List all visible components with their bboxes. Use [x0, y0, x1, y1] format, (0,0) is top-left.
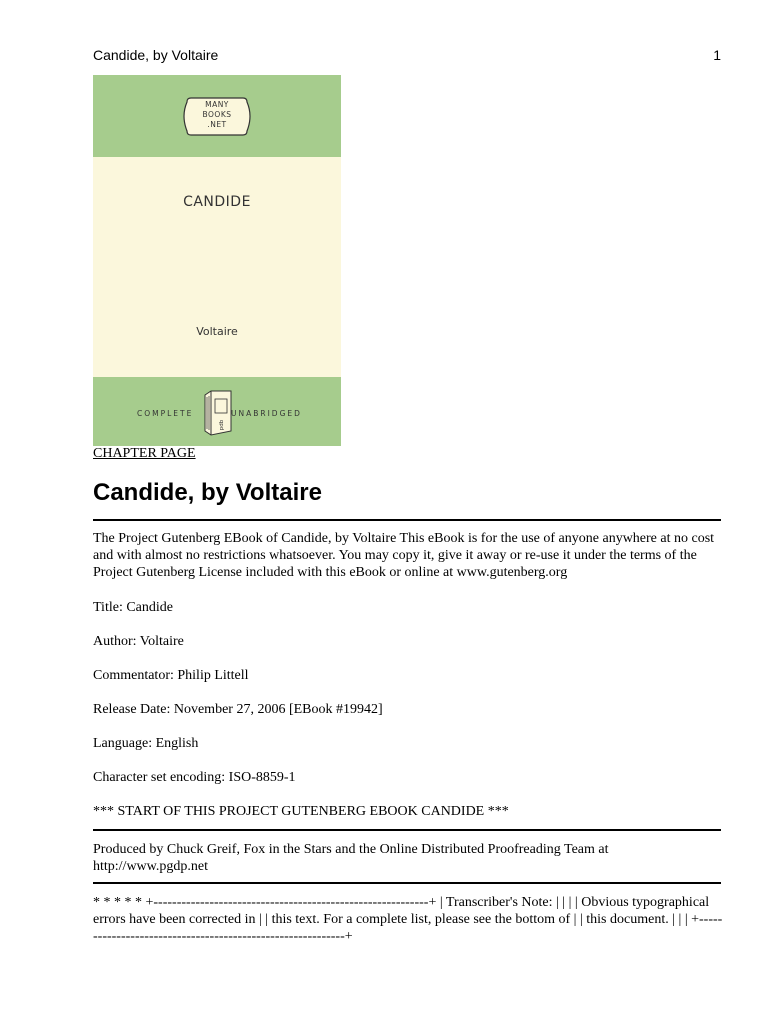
document-title: Candide, by Voltaire	[93, 479, 322, 506]
page-number: 1	[713, 47, 721, 63]
author-line: Author: Voltaire	[93, 634, 184, 649]
cover-author: Voltaire	[196, 325, 238, 338]
divider	[93, 519, 721, 521]
book-icon	[201, 387, 235, 437]
logo-line: .NET	[207, 120, 227, 129]
cover-tagline-left: COMPLETE	[137, 409, 194, 418]
chapter-page-link[interactable]: CHAPTER PAGE	[93, 446, 196, 461]
logo-text	[181, 100, 253, 130]
logo-line: MANY	[205, 100, 229, 109]
cover-tagline-right: UNABRIDGED	[231, 409, 302, 418]
divider	[93, 829, 721, 831]
language-line: Language: English	[93, 736, 199, 751]
logo-line: BOOKS	[202, 110, 232, 119]
book-icon-label: pdb	[219, 419, 225, 431]
commentator-line: Commentator: Philip Littell	[93, 668, 249, 683]
charset-line: Character set encoding: ISO-8859-1	[93, 770, 296, 785]
intro-paragraph: The Project Gutenberg EBook of Candide, by Voltaire This eBook is for the use of anyone anywhere at no cost and with almost no restrictions whatsoever. You may copy it, give it away or re-use it under the terms of the Project Gutenberg License included with this eBook or online at www.gutenberg.org	[93, 531, 715, 580]
title-line: Title: Candide	[93, 600, 173, 615]
cover-image	[93, 75, 341, 446]
running-header-title: Candide, by Voltaire	[93, 47, 219, 63]
cover-title: CANDIDE	[183, 194, 251, 210]
divider	[93, 882, 721, 884]
running-header	[93, 47, 721, 67]
transcriber-note: * * * * * +-----------------------------------------------------------+ | Transcriber's Note: | | | | Obvious typographical errors have been corrected in | | this text. For a complete list, please see the bottom of | | this document. | | | +-----------------------------------------------------------+	[93, 895, 723, 944]
release-date-line: Release Date: November 27, 2006 [EBook #19942]	[93, 702, 383, 717]
start-marker-line: *** START OF THIS PROJECT GUTENBERG EBOOK CANDIDE ***	[93, 804, 509, 819]
produced-by-paragraph: Produced by Chuck Greif, Fox in the Stars and the Online Distributed Proofreading Team at http://www.pgdp.net	[93, 842, 609, 874]
